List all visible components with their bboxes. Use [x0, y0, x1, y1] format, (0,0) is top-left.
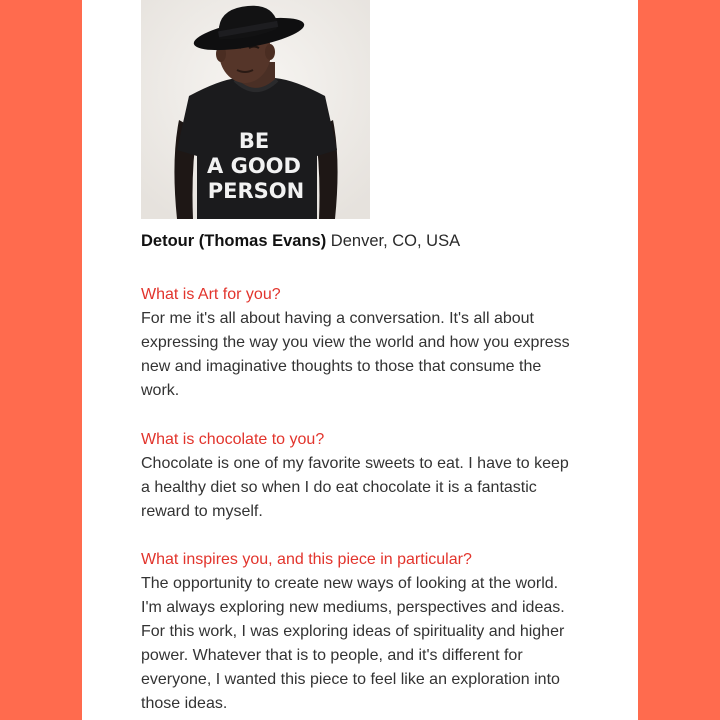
- answer-line: Chocolate is one of my favorite sweets to eat. I have to keep: [141, 455, 569, 472]
- answer-line: power. Whatever that is to people, and it's different for: [141, 647, 523, 664]
- artist-portrait: [141, 0, 370, 219]
- question-chocolate: What is chocolate to you?: [141, 431, 325, 448]
- answer-chocolate: [141, 452, 611, 524]
- artist-name: Detour (Thomas Evans): [141, 232, 327, 250]
- answer-line: a healthy diet so when I do eat chocolate it is a fantastic: [141, 479, 537, 496]
- shirt-text-line-1: BE: [238, 129, 270, 153]
- artist-location: Denver, CO, USA: [330, 232, 461, 250]
- answer-line: For me it's all about having a conversation. It's all about: [141, 310, 534, 327]
- answer-line: everyone, I wanted this piece to feel like an exploration into: [141, 671, 560, 688]
- qa-block-art: [141, 283, 611, 403]
- answer-line: new and imaginative thoughts to those that consume the: [141, 358, 542, 375]
- question-inspiration: What inspires you, and this piece in particular?: [141, 551, 472, 568]
- answer-line: work.: [141, 382, 180, 399]
- qa-block-chocolate: [141, 428, 611, 524]
- artist-photo: [141, 0, 370, 219]
- shirt-text-line-2: A GOOD: [207, 154, 301, 178]
- answer-line: reward to myself.: [141, 503, 263, 520]
- article-page: [82, 0, 638, 720]
- answer-line: I'm always exploring new mediums, perspectives and ideas.: [141, 599, 565, 616]
- answer-inspiration: [141, 572, 611, 716]
- question-art: What is Art for you?: [141, 286, 281, 303]
- answer-art: [141, 307, 611, 403]
- answer-line: those ideas.: [141, 695, 228, 712]
- artist-byline: [141, 232, 460, 251]
- answer-line: expressing the way you view the world and how you express: [141, 334, 570, 351]
- answer-line: The opportunity to create new ways of looking at the world.: [141, 575, 559, 592]
- shirt-text-line-3: PERSON: [207, 179, 305, 203]
- qa-block-inspiration: [141, 548, 611, 716]
- answer-line: For this work, I was exploring ideas of spirituality and higher: [141, 623, 565, 640]
